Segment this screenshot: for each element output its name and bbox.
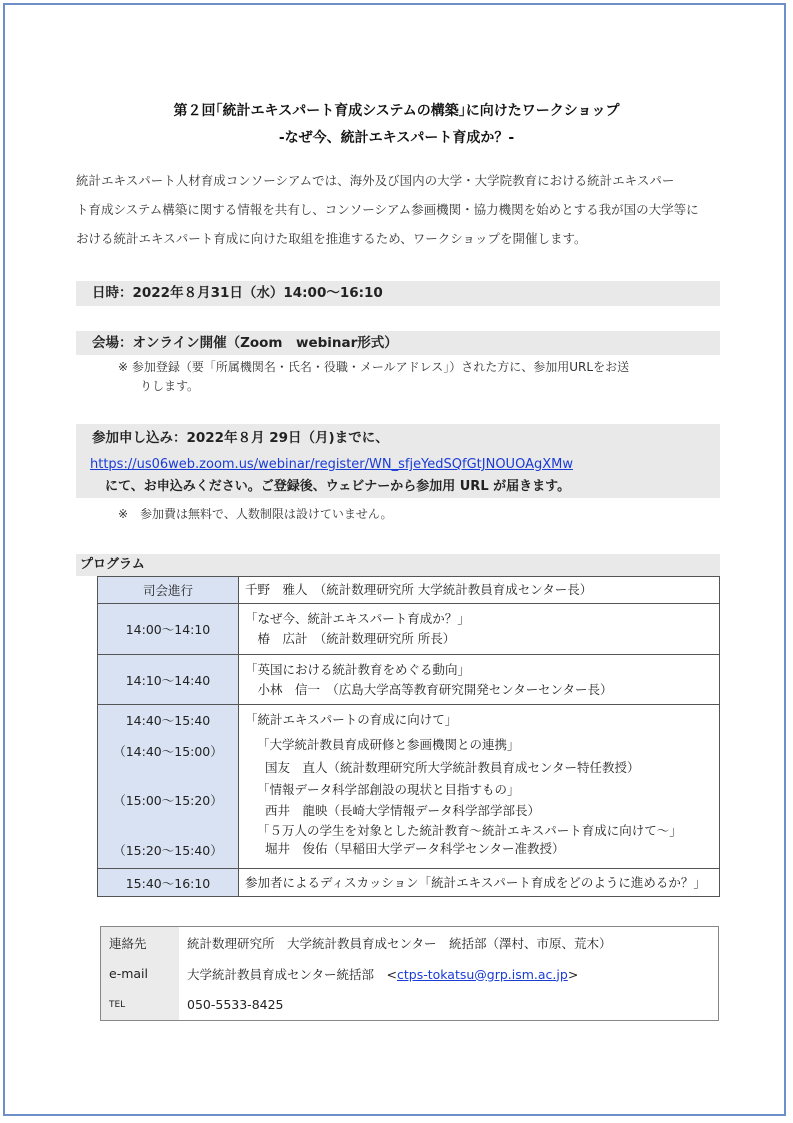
datetime-text: 日時：2022年８月31日（水）14:00～16:10 <box>92 285 383 301</box>
email-link[interactable]: ctps-tokatsu@grp.ism.ac.jp <box>396 966 568 982</box>
contact-value: 大学統計教員育成センター統括部 < <box>187 966 397 982</box>
program-table <box>97 576 720 897</box>
contact-label: e-mail <box>101 958 180 989</box>
registration-band <box>76 424 720 498</box>
program-speaker: 西井 龍映（長崎大学情報データ科学部学部長） <box>265 803 541 818</box>
program-row <box>98 604 720 655</box>
program-time: 14:10～14:40 <box>98 655 239 705</box>
program-subtime: （14:40～15:00） <box>113 744 223 759</box>
contact-value: 050-5533-8425 <box>187 997 284 1012</box>
program-speaker: 堀井 俊佑（早稲田大学データ科学センター准教授） <box>265 841 565 856</box>
contact-table <box>100 926 719 1021</box>
contact-row <box>101 989 719 1021</box>
program-row <box>98 655 720 705</box>
program-talk-title: 「英国における統計教育をめぐる動向」 <box>245 661 471 677</box>
program-time: 司会進行 <box>98 577 239 604</box>
venue-note: ※ 参加登録（要「所属機関名・氏名・役職・メールアドレス」）された方に、参加用URLをお送 りします。 <box>118 360 630 393</box>
program-time: 15:40～16:10 <box>98 869 239 897</box>
registration-note: ※ 参加費は無料で、人数制限は設けていません。 <box>118 507 393 521</box>
program-session-title: 「統計エキスパートの育成に向けて」 <box>245 712 458 727</box>
program-row <box>98 869 720 897</box>
program-speaker: 椿 広計 （統計数理研究所 所長） <box>245 631 456 646</box>
contact-label: 連絡先 <box>101 927 180 959</box>
program-discussion: 参加者によるディスカッション「統計エキスパート育成をどのように進めるか？」 <box>245 874 706 890</box>
program-speaker: 国友 直人（統計数理研究所大学統計教員育成センター特任教授） <box>265 760 640 775</box>
program-time: 14:40～15:40 <box>125 713 211 728</box>
program-talk-title: 「５万人の学生を対象とした統計教育～統計エキスパート育成に向けて～」 <box>257 823 682 838</box>
intro-paragraph: 統計エキスパート人材育成コンソーシアムでは、海外及び国内の大学・大学院教育における統計エキスパー ト育成システム構築に関する情報を共有し、コンソーシアム参画機関・協力機関を始めとする我が国の大学等に おける統計エキスパート育成に向けた取組を推進するため、ワークショップを開催します。 <box>76 173 699 246</box>
program-line: 千野 雅人 （統計数理研究所 大学統計教員育成センター長） <box>245 582 593 597</box>
registration-heading: 参加申し込み：2022年８月 29日（月)までに、 <box>92 430 389 446</box>
venue-text: 会場：オンライン開催（Zoom webinar形式） <box>92 335 398 351</box>
page-subtitle: -なぜ今、統計エキスパート育成か？- <box>278 130 515 146</box>
program-talk-title: 「大学統計教員育成研修と参画機関との連携」 <box>257 737 520 752</box>
contact-row: e-mail 大学統計教員育成センター統括部 <ctps-tokatsu@grp.ism.ac.jp> <box>101 958 719 989</box>
program-subtime: （15:00～15:20） <box>113 793 223 808</box>
contact-row <box>101 927 719 959</box>
venue-band <box>76 331 720 355</box>
program-speaker: 小林 信一 （広島大学高等教育研究開発センターセンター長） <box>245 681 613 697</box>
program-talk-title: 「情報データ科学部創設の現状と目指すもの」 <box>257 782 520 797</box>
registration-url-link[interactable]: https://us06web.zoom.us/webinar/register/WN_sfjeYedSQfGtJNOUOAgXMw <box>90 457 573 472</box>
program-time: 14:00～14:10 <box>98 604 239 655</box>
program-row <box>98 577 720 604</box>
program-subtime: （15:20～15:40） <box>113 843 223 858</box>
registration-instruction: にて、お申込みください。ご登録後、ウェビナーから参加用 URL が届きます。 <box>105 479 571 494</box>
datetime-band <box>76 281 720 306</box>
program-heading-band <box>76 554 720 576</box>
program-heading: プログラム <box>80 557 145 572</box>
page-title: 第２回｢統計エキスパート育成システムの構築｣に向けたワークショップ <box>173 103 620 119</box>
contact-label: TEL <box>101 989 180 1021</box>
program-session-row <box>98 705 720 869</box>
program-talk-title: 「なぜ今、統計エキスパート育成か？」 <box>245 611 470 626</box>
contact-value: 統計数理研究所 大学統計教員育成センター 統括部（澤村、市原、荒木） <box>187 935 612 951</box>
